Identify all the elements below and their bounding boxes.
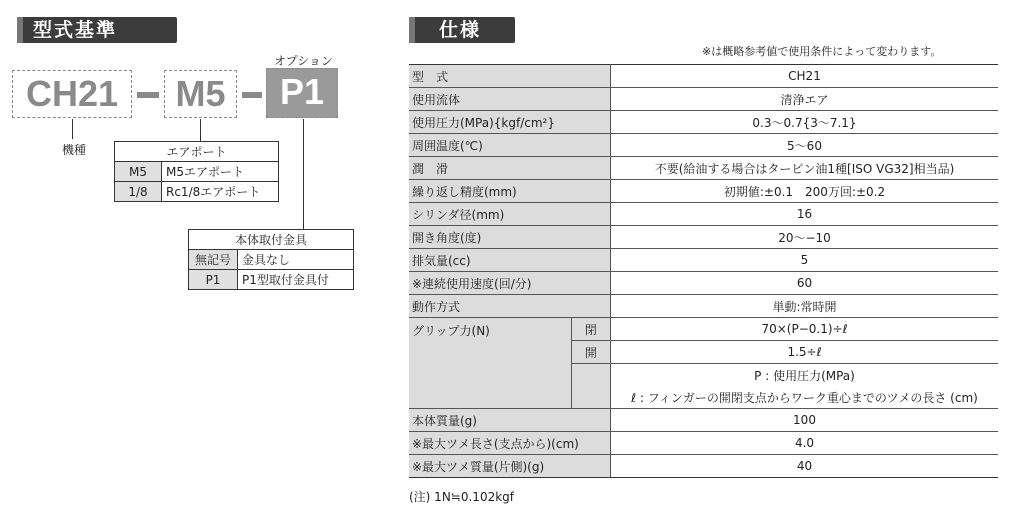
- port-connector: [200, 119, 201, 141]
- table-row: [409, 111, 998, 134]
- mount-code: 無記号: [189, 250, 238, 270]
- grip-note-spacer: [571, 386, 610, 409]
- model-code-header-title: 型式基準: [33, 19, 118, 41]
- grip-force-key: グリップ力(N): [409, 318, 571, 409]
- spec-header: [409, 17, 515, 43]
- spec-key: 潤 滑: [409, 157, 611, 180]
- port-desc: M5エアポート: [162, 162, 279, 182]
- table-row: [409, 88, 998, 111]
- spec-table: [409, 64, 998, 478]
- spec-value: 不要(給油する場合はタービン油1種[ISO VG32]相当品): [611, 157, 999, 180]
- spec-value: 清浄エア: [611, 88, 999, 111]
- spec-key: 使用圧力(MPa){kgf/cm²}: [409, 111, 611, 134]
- grip-open-value: 1.5÷ℓ: [611, 341, 999, 364]
- table-row: [409, 249, 998, 272]
- spec-key: 型 式: [409, 65, 611, 88]
- spec-value: 5: [611, 249, 999, 272]
- table-row: [409, 272, 998, 295]
- spec-value: 20〜−10: [611, 226, 999, 249]
- footnote: (注) 1N≒0.102kgf: [409, 490, 515, 504]
- spec-key: シリンダ径(mm): [409, 203, 611, 226]
- port-desc: Rc1/8エアポート: [162, 182, 279, 202]
- table-row: [115, 182, 279, 202]
- option-connector: [303, 119, 304, 229]
- port-table-title: エアポート: [115, 142, 279, 162]
- mount-desc: P1型取付金具付: [238, 270, 354, 290]
- table-row: [409, 134, 998, 157]
- table-row: [409, 180, 998, 203]
- port-code: M5: [115, 162, 162, 182]
- spec-value: 60: [611, 272, 999, 295]
- table-row: [409, 409, 998, 432]
- spec-key: 使用流体: [409, 88, 611, 111]
- grip-note-pressure: P : 使用圧力(MPa): [754, 368, 855, 383]
- port-code: 1/8: [115, 182, 162, 202]
- table-row: [409, 203, 998, 226]
- header-accent: [17, 17, 23, 43]
- spec-value: 初期値:±0.1 200万回:±0.2: [611, 180, 999, 203]
- spec-value: 16: [611, 203, 999, 226]
- table-row: [409, 157, 998, 180]
- mount-desc: 金具なし: [238, 250, 354, 270]
- spec-key: 本体質量(g): [409, 409, 611, 432]
- table-row: [409, 226, 998, 249]
- spec-value: 0.3〜0.7{3〜7.1}: [611, 111, 999, 134]
- spec-key: ※最大ツメ質量(片側)(g): [409, 455, 611, 478]
- spec-key: ※連続使用速度(回/分): [409, 272, 611, 295]
- spec-value: 単動:常時開: [611, 295, 999, 318]
- spec-note: ※は概略参考値で使用条件によって変わります。: [702, 45, 942, 58]
- grip-close-value: 70×(P−0.1)÷ℓ: [611, 318, 999, 341]
- spec-key: 周囲温度(℃): [409, 134, 611, 157]
- port-table: [114, 141, 279, 202]
- spec-key: 動作方式: [409, 295, 611, 318]
- mount-table: [188, 229, 354, 290]
- code-part-port: M5: [164, 70, 237, 118]
- spec-key: ※最大ツメ長さ(支点から)(cm): [409, 432, 611, 455]
- grip-open-key: 開: [571, 341, 610, 364]
- model-code-header: [17, 17, 177, 43]
- table-row: [409, 295, 998, 318]
- code-part-option: P1: [266, 68, 338, 118]
- table-row: [409, 432, 998, 455]
- table-row: [409, 318, 998, 341]
- spec-value: CH21: [611, 65, 999, 88]
- table-row: [115, 162, 279, 182]
- code-dash-2: [242, 92, 262, 98]
- table-row: [189, 270, 354, 290]
- header-accent: [409, 17, 415, 43]
- spec-value: 4.0: [611, 432, 999, 455]
- table-row: [409, 65, 998, 88]
- code-part-model: CH21: [12, 70, 132, 118]
- table-row: [189, 250, 354, 270]
- grip-note-spacer: [571, 364, 610, 387]
- spec-value: 100: [611, 409, 999, 432]
- spec-value: 5〜60: [611, 134, 999, 157]
- spec-value: 40: [611, 455, 999, 478]
- spec-key: 排気量(cc): [409, 249, 611, 272]
- code-dash-1: [137, 92, 159, 98]
- spec-key: 繰り返し精度(mm): [409, 180, 611, 203]
- model-label: 機種: [62, 143, 87, 157]
- grip-close-key: 閉: [571, 318, 610, 341]
- spec-key: 開き角度(度): [409, 226, 611, 249]
- spec-header-title: 仕様: [439, 19, 482, 41]
- mount-table-title: 本体取付金具: [189, 230, 354, 250]
- option-label: オプション: [274, 54, 333, 68]
- grip-note-length: ℓ : フィンガーの開閉支点からワーク重心までのツメの長さ (cm): [611, 386, 999, 409]
- mount-code: P1: [189, 270, 238, 290]
- model-connector: [72, 119, 73, 139]
- table-row: [409, 455, 998, 478]
